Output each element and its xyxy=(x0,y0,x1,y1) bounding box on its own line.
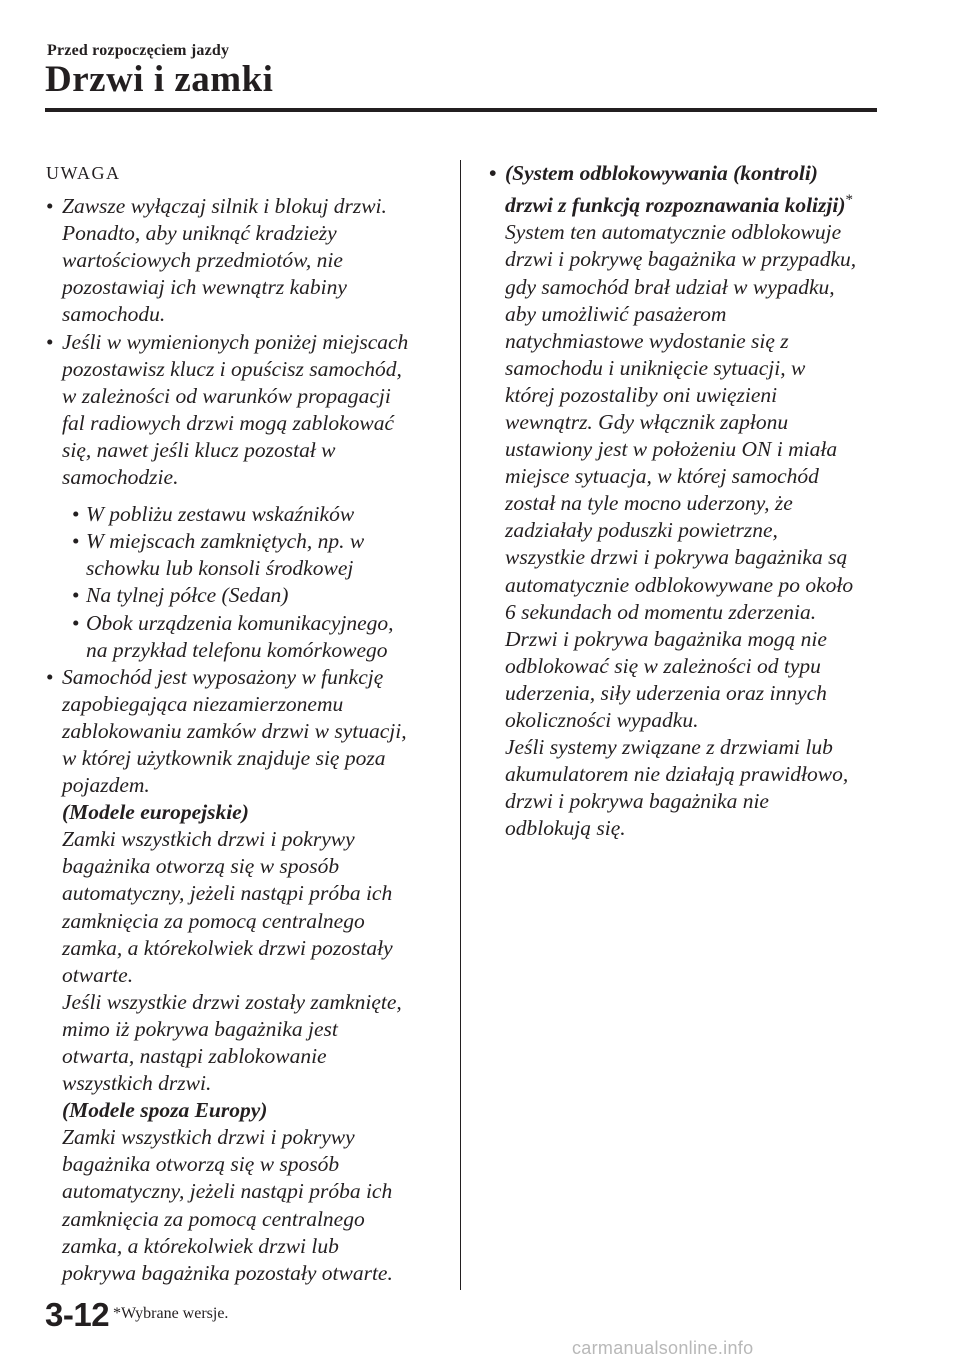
bullet-text-line: zamknięcia za pomocą centralnego xyxy=(62,1206,365,1231)
bullet-list xyxy=(46,193,441,491)
caution-heading: UWAGA xyxy=(46,163,121,183)
bullet-text-line: automatyczny, jeżeli nastąpi próba ich xyxy=(62,1179,393,1204)
sub-bullet-list xyxy=(46,501,441,664)
body-text-line: został na tyle mocno uderzony, że xyxy=(505,491,793,516)
bullet-text-line: pokrywa bagażnika pozostały otwarte. xyxy=(62,1260,393,1285)
bullet-text-line: otwarte. xyxy=(62,962,134,987)
body-text-line: automatycznie odblokowywane po około xyxy=(505,572,854,597)
body-text-line: akumulatorem nie działają prawidłowo, xyxy=(505,762,849,787)
header-rule xyxy=(45,108,877,112)
non-eu-models-heading: (Modele spoza Europy) xyxy=(62,1098,268,1123)
body-text-line: wewnątrz. Gdy włącznik zapłonu xyxy=(505,410,789,434)
body-text-line: odblokują się. xyxy=(505,816,626,841)
body-text-line: wszystkie drzwi i pokrywa bagażnika są xyxy=(505,545,848,570)
bullet-text-line: zamka, a którekolwiek drzwi pozostały xyxy=(62,935,393,960)
body-text-line: 6 sekundach od momentu zderzenia. xyxy=(505,599,817,624)
body-text-line: Jeśli systemy związane z drzwiami lub xyxy=(505,735,833,760)
body-text-line: której pozostaliby oni uwięzieni xyxy=(505,382,778,407)
body-text-line: natychmiastowe wydostanie się z xyxy=(505,328,789,353)
bullet-text-line: pozostawisz klucz i opuścisz samochód, xyxy=(62,356,402,381)
body-text-line: samochodu i uniknięcie sytuacji, w xyxy=(505,355,806,380)
bullet-crash-unlock xyxy=(489,160,884,843)
bullet-text-line: bagażnika otworzą się w sposób xyxy=(62,854,340,879)
sub-bullet-text-line: • Obok urządzenia komunikacyjnego, xyxy=(86,610,441,637)
bullet-dot: • xyxy=(72,529,80,554)
bullet-text-line: bagażnika otworzą się w sposób xyxy=(62,1152,340,1177)
body-text-line: zadziałały poduszki powietrzne, xyxy=(505,518,778,543)
bullet-text-line: • Jeśli w wymienionych poniżej miejscach xyxy=(62,329,441,356)
bullet-text-line: Ponadto, aby uniknąć kradzieży xyxy=(62,221,337,246)
bullet-text-line: mimo iż pokrywa bagażnika jest xyxy=(62,1016,338,1041)
bullet-dot: • xyxy=(72,502,80,527)
body-text-line: odblokować się w zależności od typu xyxy=(505,653,821,678)
bullet-text-line: się, nawet jeśli klucz pozostał w xyxy=(62,437,336,462)
bullet-dot: • xyxy=(46,194,54,219)
body-text-line: drzwi i pokrywę bagażnika w przypadku, xyxy=(505,247,857,272)
crash-unlock-title-1: • (System odblokowywania (kontroli) xyxy=(505,160,884,187)
body-text-line: uderzenia, siły uderzenia oraz innych xyxy=(505,680,827,705)
sub-bullet-text-line: • W miejscach zamkniętych, np. w xyxy=(86,528,441,555)
bullet-text-line: pozostawiaj ich wewnątrz kabiny xyxy=(62,275,347,300)
bullet-text-line: fal radiowych drzwi mogą zablokować xyxy=(62,410,395,435)
bullet-auto-lock xyxy=(46,664,441,1287)
section-label: Przed rozpoczęciem jazdy xyxy=(47,42,230,59)
bullet-text-line: zamka, a którekolwiek drzwi lub xyxy=(62,1233,339,1258)
bullet-text-line: zapobiegająca niezamierzonemu xyxy=(62,691,344,716)
bullet-text-line: Zamki wszystkich drzwi i pokrywy xyxy=(62,1125,355,1150)
body-text-line: miejsce sytuacja, w której samochód xyxy=(505,464,819,489)
eu-models-heading: (Modele europejskie) xyxy=(62,800,249,825)
sub-bullet-text-line: • Na tylnej półce (Sedan) xyxy=(86,582,441,609)
bullet-text-line: • Samochód jest wyposażony w funkcję xyxy=(62,664,441,691)
bullet-dot: • xyxy=(46,664,54,689)
page-number: 3-12 xyxy=(45,1296,110,1333)
bullet-text-line: zablokowaniu zamków drzwi w sytuacji, xyxy=(62,718,407,743)
bullet-text-line: automatyczny, jeżeli nastąpi próba ich xyxy=(62,881,393,906)
right-column xyxy=(489,160,884,843)
body-text-line: drzwi i pokrywa bagażnika nie xyxy=(505,789,769,814)
crash-unlock-title-2: drzwi z funkcją rozpoznawania kolizji)* xyxy=(505,192,854,218)
bullet-dot: • xyxy=(72,583,80,608)
bullet-dot: • xyxy=(46,329,54,354)
body-text-line: System ten automatycznie odblokowuje xyxy=(505,220,842,245)
bullet-text-line: pojazdem. xyxy=(62,773,150,798)
column-divider xyxy=(460,160,461,1290)
sub-bullet-text-line: schowku lub konsoli środkowej xyxy=(86,556,354,581)
left-column xyxy=(46,160,441,1287)
bullet-dot: • xyxy=(489,161,497,185)
bullet-text-line: otwarta, nastąpi zablokowanie xyxy=(62,1044,327,1068)
sub-bullet-text-line: • W pobliżu zestawu wskaźników xyxy=(86,501,441,528)
body-text-line: aby umożliwić pasażerom xyxy=(505,301,727,326)
bullet-dot: • xyxy=(72,610,80,635)
bullet-text-line: Jeśli wszystkie drzwi zostały zamknięte, xyxy=(62,989,402,1014)
bullet-text-line: Zamki wszystkich drzwi i pokrywy xyxy=(62,827,355,852)
body-text-line: gdy samochód brał udział w wypadku, xyxy=(505,274,835,299)
body-text-line: Drzwi i pokrywa bagażnika mogą nie xyxy=(505,626,827,651)
bullet-text-line: wszystkich drzwi. xyxy=(62,1071,212,1096)
bullet-text-line: zamknięcia za pomocą centralnego xyxy=(62,908,365,933)
bullet-text-line: wartościowych przedmiotów, nie xyxy=(62,248,343,273)
watermark: carmanualsonline.info xyxy=(572,1338,754,1358)
bullet-text-line: samochodzie. xyxy=(62,465,179,490)
bullet-text-line: • Zawsze wyłączaj silnik i blokuj drzwi. xyxy=(62,193,441,220)
footnote: *Wybrane wersje. xyxy=(113,1305,229,1322)
bullet-text-line: w zależności od warunków propagacji xyxy=(62,383,391,408)
body-text-line: ustawiony jest w położeniu ON i miała xyxy=(505,437,838,462)
bullet-text-line: w której użytkownik znajduje się poza xyxy=(62,745,386,770)
page-title: Drzwi i zamki xyxy=(45,59,274,100)
body-text-line: okoliczności wypadku. xyxy=(505,708,699,733)
bullet-text-line: samochodu. xyxy=(62,302,166,327)
sub-bullet-text-line: na przykład telefonu komórkowego xyxy=(86,637,388,662)
